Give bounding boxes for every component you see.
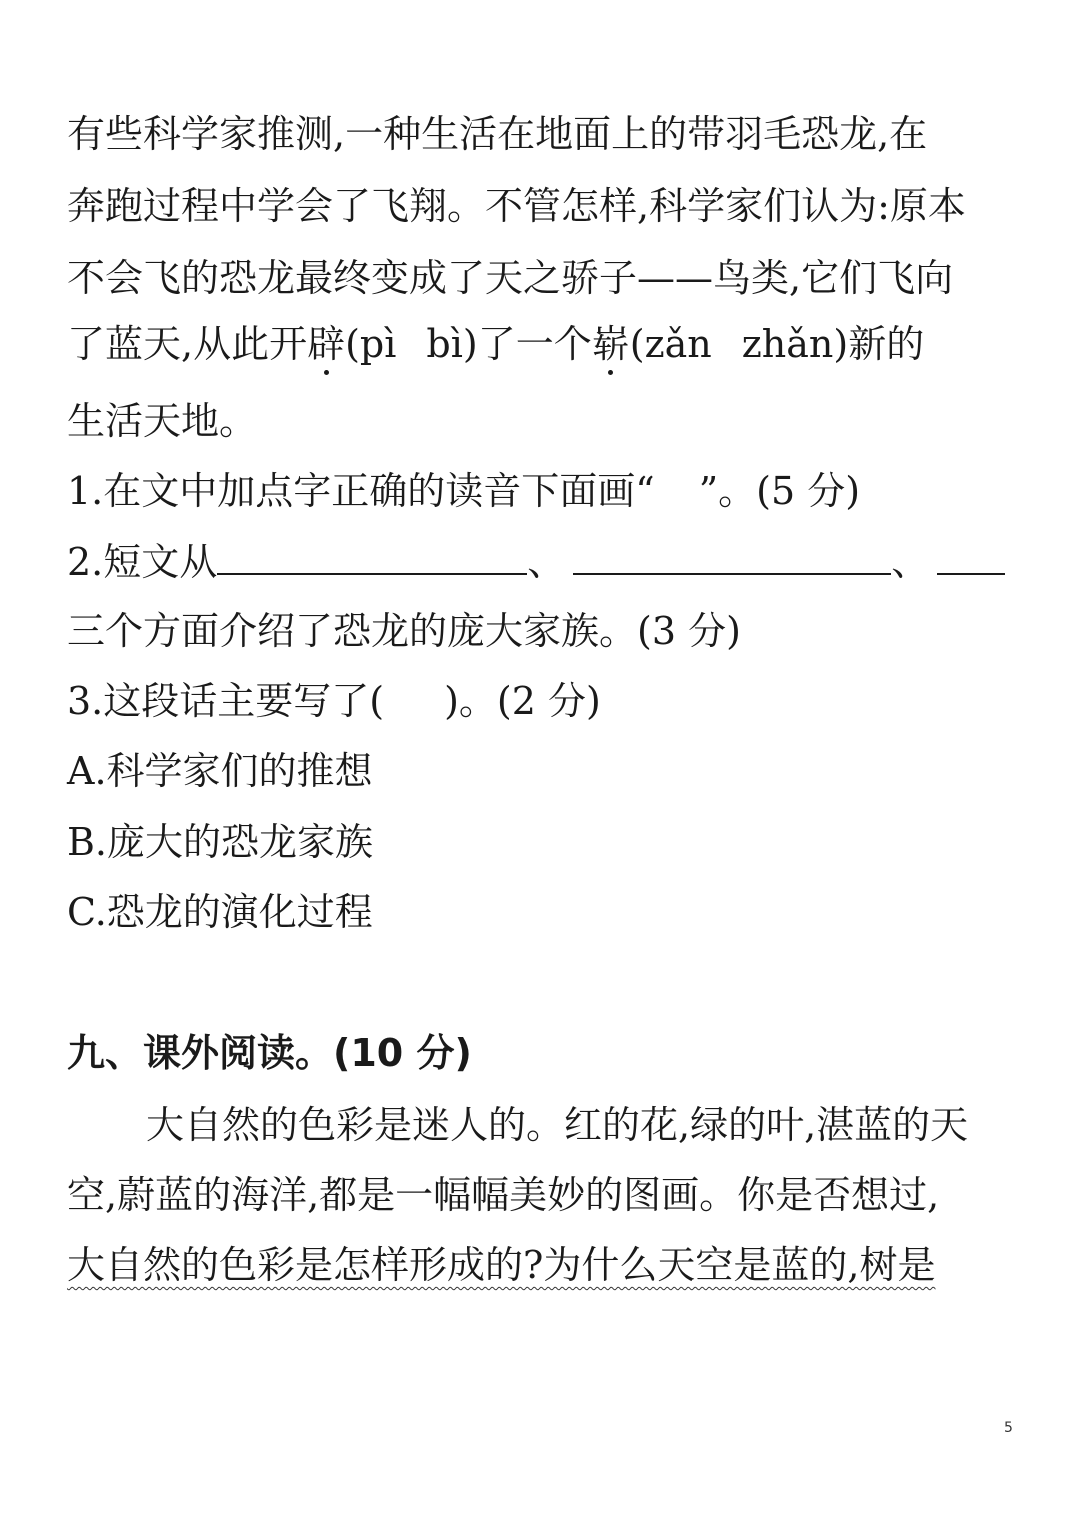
pinyin-option-pi: (pì: [345, 322, 397, 366]
option-c: C.恐龙的演化过程: [67, 890, 373, 934]
passage-line-3: 不会飞的恐龙最终变成了天之骄子——鸟类,它们飞向: [67, 256, 954, 300]
reading-line-3: 大自然的色彩是怎样形成的?为什么天空是蓝的,树是: [67, 1243, 936, 1287]
option-a: A.科学家们的推想: [67, 749, 373, 793]
passage-line-5: 生活天地。: [67, 399, 258, 443]
dotted-char-zhan: 崭: [591, 322, 630, 366]
option-b: B.庞大的恐龙家族: [67, 820, 374, 864]
question-1-suffix: ”。(5 分): [698, 469, 861, 513]
dotted-char-pi: 辟: [307, 322, 346, 366]
question-3-prefix: 3.这段话主要写了(: [67, 679, 385, 723]
reading-line-2: 空,蔚蓝的海洋,都是一幅幅美妙的图画。你是否想过,: [67, 1173, 940, 1217]
passage-line-1: 有些科学家推测,一种生活在地面上的带羽毛恐龙,在: [67, 112, 928, 156]
answer-blank-3[interactable]: [937, 543, 1005, 575]
passage-line-4: [67, 322, 925, 366]
reading-line-1: 大自然的色彩是迷人的。红的花,绿的叶,湛蓝的天: [146, 1103, 969, 1147]
blank-separator-2: 、: [891, 540, 930, 584]
passage-line-2: 奔跑过程中学会了飞翔。不管怎样,科学家们认为:原本: [67, 184, 966, 228]
question-2-prefix: 2.短文从: [67, 540, 218, 584]
pinyin-option-zhan: zhǎn): [741, 322, 849, 366]
question-3-suffix: )。(2 分): [444, 679, 601, 723]
passage-line-4-text-a: 了蓝天,从此开: [67, 322, 308, 366]
pinyin-option-bi: bì): [426, 322, 478, 366]
question-2: [67, 540, 1005, 584]
question-3: [67, 679, 601, 723]
page-number: 5: [1004, 1420, 1013, 1436]
blank-separator-1: 、: [527, 540, 566, 584]
answer-blank-2[interactable]: [573, 543, 891, 575]
answer-blank-1[interactable]: [217, 543, 527, 575]
question-1-prefix: 1.在文中加点字正确的读音下面画“: [67, 469, 655, 513]
section-9-heading: 九、课外阅读。(10 分): [67, 1031, 472, 1075]
question-2-continuation: 三个方面介绍了恐龙的庞大家族。(3 分): [67, 609, 741, 653]
pinyin-option-zan: (zǎn: [629, 322, 712, 366]
passage-line-4-text-b: 了一个: [477, 322, 592, 366]
question-1: [67, 469, 861, 513]
passage-line-4-text-c: 新的: [848, 322, 925, 366]
